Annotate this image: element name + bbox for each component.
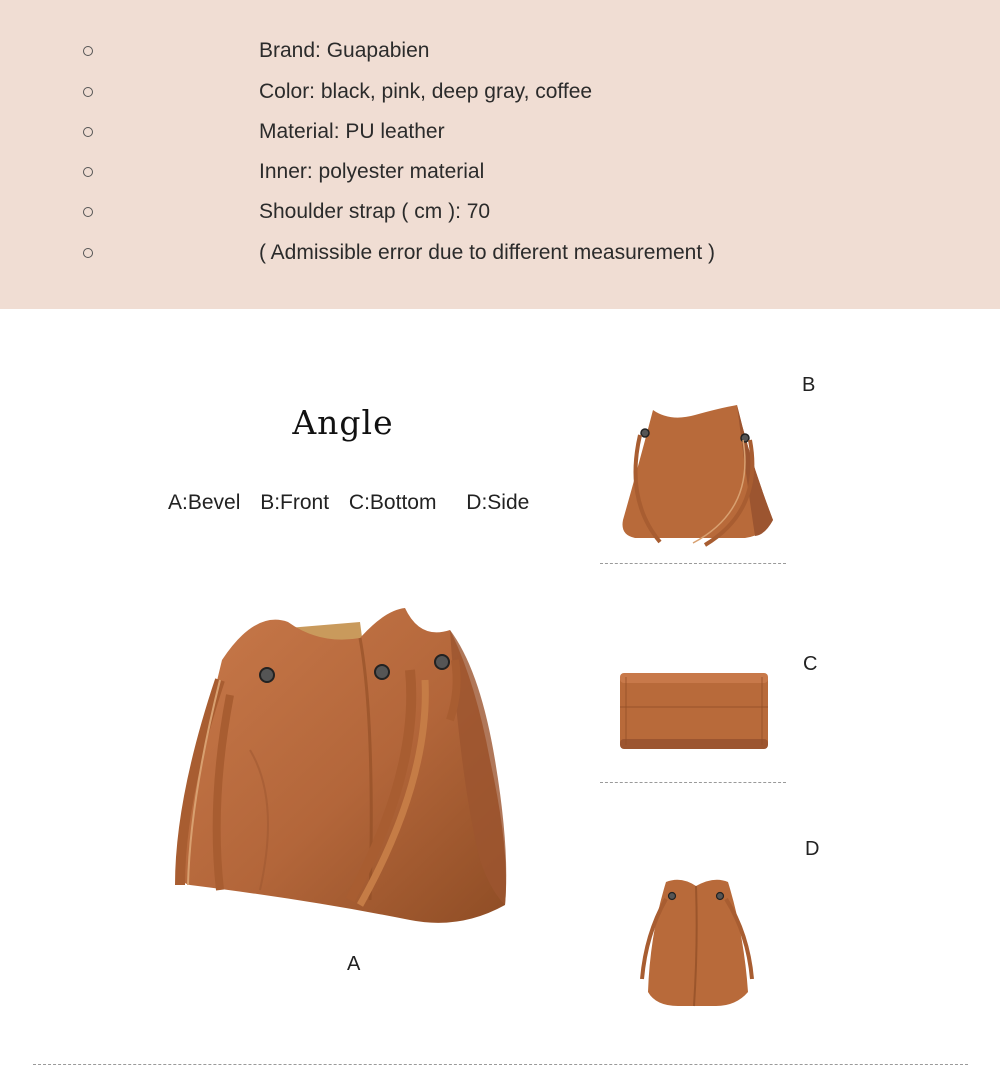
bag-front-illustration [615,400,775,548]
angle-title: Angle [292,403,394,442]
spec-text: Brand: Guapabien [259,39,430,62]
bag-photo-bottom [618,671,770,751]
legend-front: B:Front [260,491,330,514]
divider-b [600,563,786,564]
divider-c [600,782,786,783]
bag-bottom-illustration [618,671,770,751]
spec-item-material [0,117,1000,147]
spec-text: ( Admissible error due to different measurement ) [259,241,715,264]
bag-photo-bevel [160,600,525,935]
spec-item-brand [0,36,1000,66]
bag-photo-side [636,874,758,1008]
spec-text: Color: black, pink, deep gray, coffee [259,80,593,103]
bullet-icon [83,248,93,258]
view-label-b: B [802,374,816,396]
spec-text: Material: PU leather [259,120,445,143]
bullet-icon [83,207,93,217]
legend-bottom: C:Bottom [348,491,437,514]
spec-item-strap [0,197,1000,227]
angle-legend [168,491,543,515]
bullet-icon [83,127,93,137]
legend-side: D:Side [466,491,530,514]
spec-item-color [0,77,1000,107]
bullet-icon [83,87,93,97]
bag-bevel-illustration [160,600,525,935]
spec-item-note [0,238,1000,268]
bag-photo-front [615,400,775,548]
legend-bevel: A:Bevel [168,491,241,514]
bullet-icon [83,46,93,56]
bag-side-illustration [636,874,758,1008]
bullet-icon [83,167,93,177]
spec-text: Shoulder strap ( cm ): 70 [259,200,491,223]
spec-text: Inner: polyester material [259,160,485,183]
view-label-c: C [803,653,818,675]
view-label-d: D [805,838,820,860]
view-label-a: A [347,953,361,975]
spec-item-inner [0,157,1000,187]
spec-panel [0,0,1000,309]
